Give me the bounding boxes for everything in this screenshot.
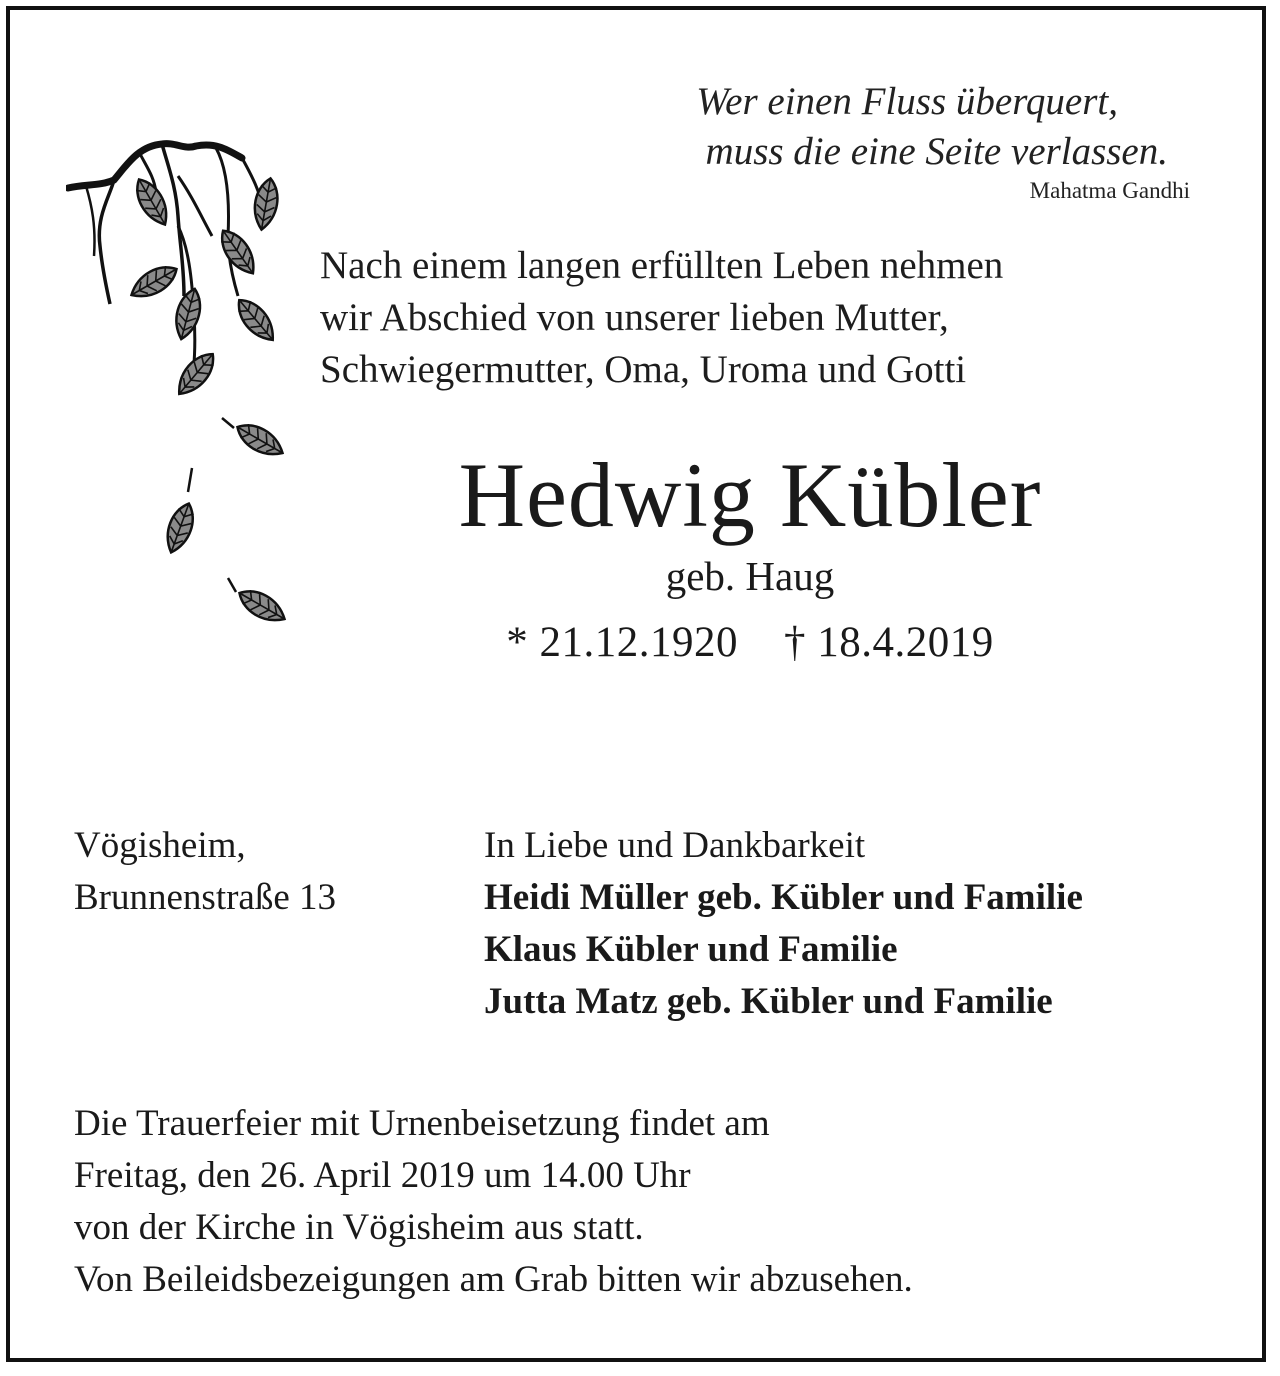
intro-text	[320, 240, 1003, 396]
mourner-name: Heidi Müller geb. Kübler und Familie	[484, 877, 1083, 918]
willow-branch-icon	[66, 136, 306, 636]
birth-date: * 21.12.1920	[506, 619, 738, 666]
address	[74, 820, 336, 924]
intro-line-2: wir Abschied von unserer lieben Mutter,	[320, 296, 949, 339]
quote-line-2: muss die eine Seite verlassen.	[705, 130, 1168, 173]
quote-author: Mahatma Gandhi	[1029, 178, 1190, 203]
funeral-line-2: Freitag, den 26. April 2019 um 14.00 Uhr	[74, 1155, 691, 1196]
funeral-line-4: Von Beileidsbezeigungen am Grab bitten wir abzusehen.	[74, 1259, 913, 1300]
funeral-info	[74, 1098, 913, 1306]
life-dates	[380, 618, 1120, 667]
mourners	[484, 820, 1083, 1028]
quote-line-1: Wer einen Fluss überquert,	[696, 80, 1118, 123]
quote-line-2-wrap	[706, 126, 1168, 177]
quote	[696, 76, 1118, 127]
intro-line-3: Schwiegermutter, Oma, Uroma und Gotti	[320, 348, 967, 391]
funeral-line-3: von der Kirche in Vögisheim aus statt.	[74, 1207, 644, 1248]
address-line-2: Brunnenstraße 13	[74, 877, 337, 918]
maiden-name: geb. Haug	[665, 553, 835, 599]
intro-line-1: Nach einem langen erfüllten Leben nehmen	[320, 244, 1004, 287]
funeral-line-1: Die Trauerfeier mit Urnenbeisetzung findet am	[74, 1103, 770, 1144]
mourners-heading: In Liebe und Dankbarkeit	[484, 825, 866, 866]
death-date: † 18.4.2019	[784, 619, 994, 666]
mourner-name: Klaus Kübler und Familie	[484, 929, 898, 970]
mourner-name: Jutta Matz geb. Kübler und Familie	[484, 981, 1053, 1022]
deceased-name: Hedwig Kübler	[458, 444, 1042, 546]
address-line-1: Vögisheim,	[74, 825, 246, 866]
